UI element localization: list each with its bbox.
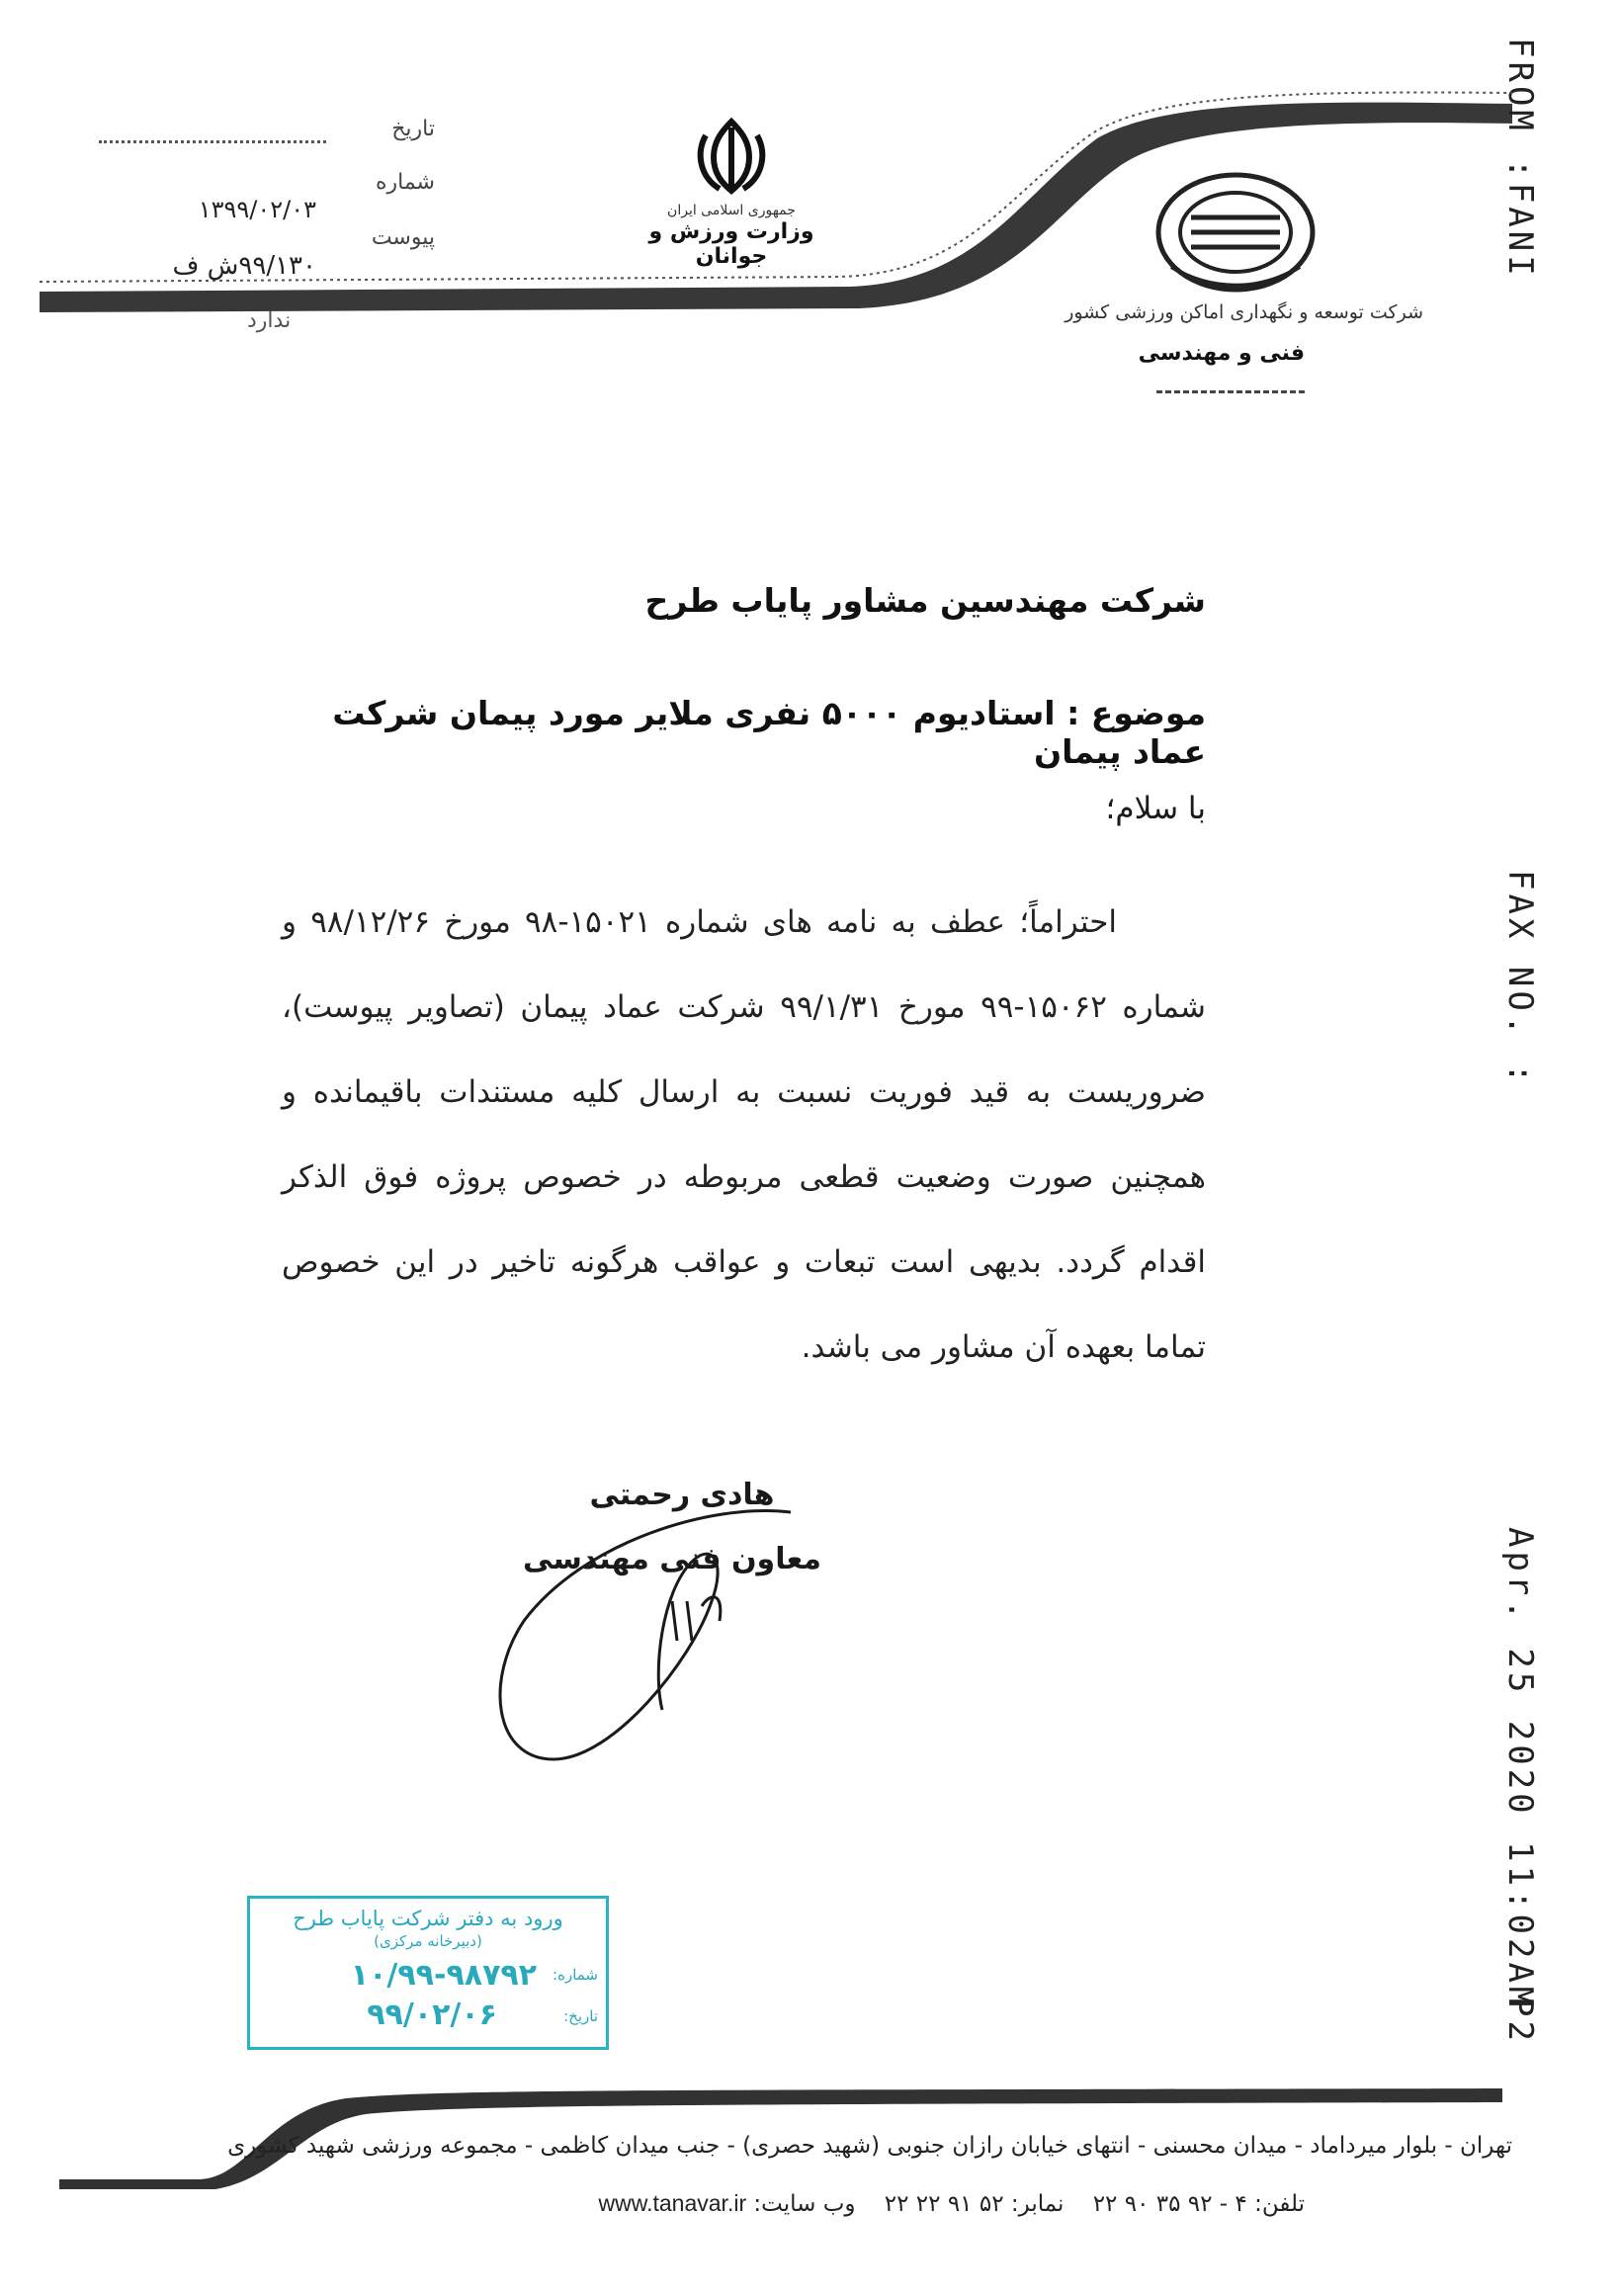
greeting: با سلام؛ xyxy=(1105,791,1206,826)
meta-attachment-label: پیوست xyxy=(371,225,435,250)
meta-date-row xyxy=(99,117,435,156)
meta-attachment-none: ندارد xyxy=(247,308,292,333)
signer-name: هادی رحمتی xyxy=(589,1478,775,1512)
org-department: فنی و مهندسی xyxy=(1138,341,1305,366)
signer-title: معاون فنی مهندسی xyxy=(523,1542,821,1576)
footer-swoosh xyxy=(49,2071,1532,2189)
fax-from: FROM :FANI xyxy=(1500,38,1540,280)
fax-page: P2 xyxy=(1500,1997,1540,2045)
stamp-number-value: ۱۰/۹۹-۹۸۷۹۲ xyxy=(350,1958,537,1993)
footer-fax: نمابر: ۵۲ ۹۱ ۲۲ ۲۲ xyxy=(884,2191,1065,2217)
received-stamp xyxy=(247,1896,609,2050)
footer-address: تهران - بلوار میرداماد - میدان محسنی - انتهای خیابان رازان جنوبی (شهید حصری) - جنب میدان کاظمی - مجموعه ورزشی شهید کشوری xyxy=(227,2133,1512,2159)
meta-attachment-value: ۹۹/۱۳۰ش ف xyxy=(172,251,316,281)
organization-logo xyxy=(1151,168,1320,297)
meta-attachment-row xyxy=(99,225,435,281)
dept-underline xyxy=(1156,390,1305,393)
iran-emblem xyxy=(692,114,771,198)
meta-number-label: شماره xyxy=(375,170,435,195)
meta-date-label: تاریخ xyxy=(391,117,435,141)
ministry-line1: جمهوری اسلامی ایران xyxy=(667,203,796,218)
fax-number: FAX NO. : xyxy=(1500,870,1540,1088)
stamp-number-label: شماره: xyxy=(553,1966,598,1984)
ministry-line2: وزارت ورزش و جوانان xyxy=(648,219,814,269)
stamp-subtitle: (دبیرخانه مرکزی) xyxy=(374,1932,482,1950)
footer-contact xyxy=(435,2190,1305,2217)
footer-website-label: وب سایت: xyxy=(753,2191,856,2217)
org-name: شرکت توسعه و نگهداری اماکن ورزشی کشور xyxy=(1065,301,1423,323)
footer-phone: تلفن: ۴ - ۹۲ ۳۵ ۹۰ ۲۲ xyxy=(1092,2191,1305,2217)
signature-scribble xyxy=(465,1483,840,1779)
fax-datetime: Apr. 25 2020 11:02AM xyxy=(1500,1527,1540,2011)
stamp-date-value: ۹۹/۰۲/۰۶ xyxy=(367,1998,497,2032)
meta-number-value: ۱۳۹۹/۰۲/۰۳ xyxy=(198,196,316,223)
subject: موضوع : استادیوم ۵۰۰۰ نفری ملایر مورد پیمان شرکت عماد پیمان xyxy=(332,694,1206,771)
stamp-date-label: تاریخ: xyxy=(563,2007,598,2025)
stamp-title: ورود به دفتر شرکت پایاب طرح xyxy=(293,1907,563,1930)
recipient: شرکت مهندسین مشاور پایاب طرح xyxy=(644,581,1206,620)
footer-website[interactable]: www.tanavar.ir xyxy=(598,2190,747,2216)
meta-number-row xyxy=(99,170,435,223)
letter-body: احتراماً؛ عطف به نامه های شماره ۱۵۰۲۱-۹۸ مورخ ۹۸/۱۲/۲۶ و شماره ۱۵۰۶۲-۹۹ مورخ ۹۹/۱/۳۱ شرکت عماد پیمان (تصاویر پیوست)، ضروریست به قید فوریت نسبت به ارسال کلیه مستندات باقیمانده و همچنین صورت وضعیت قطعی مربوطه در خصوص پروژه فوق الذکر اقدام گردد. بدیهی است تبعات و عواقب هرگونه تاخیر در این خصوص تماما بعهده آن مشاور می باشد. xyxy=(282,904,1206,1365)
meta-date-dots xyxy=(99,140,326,143)
